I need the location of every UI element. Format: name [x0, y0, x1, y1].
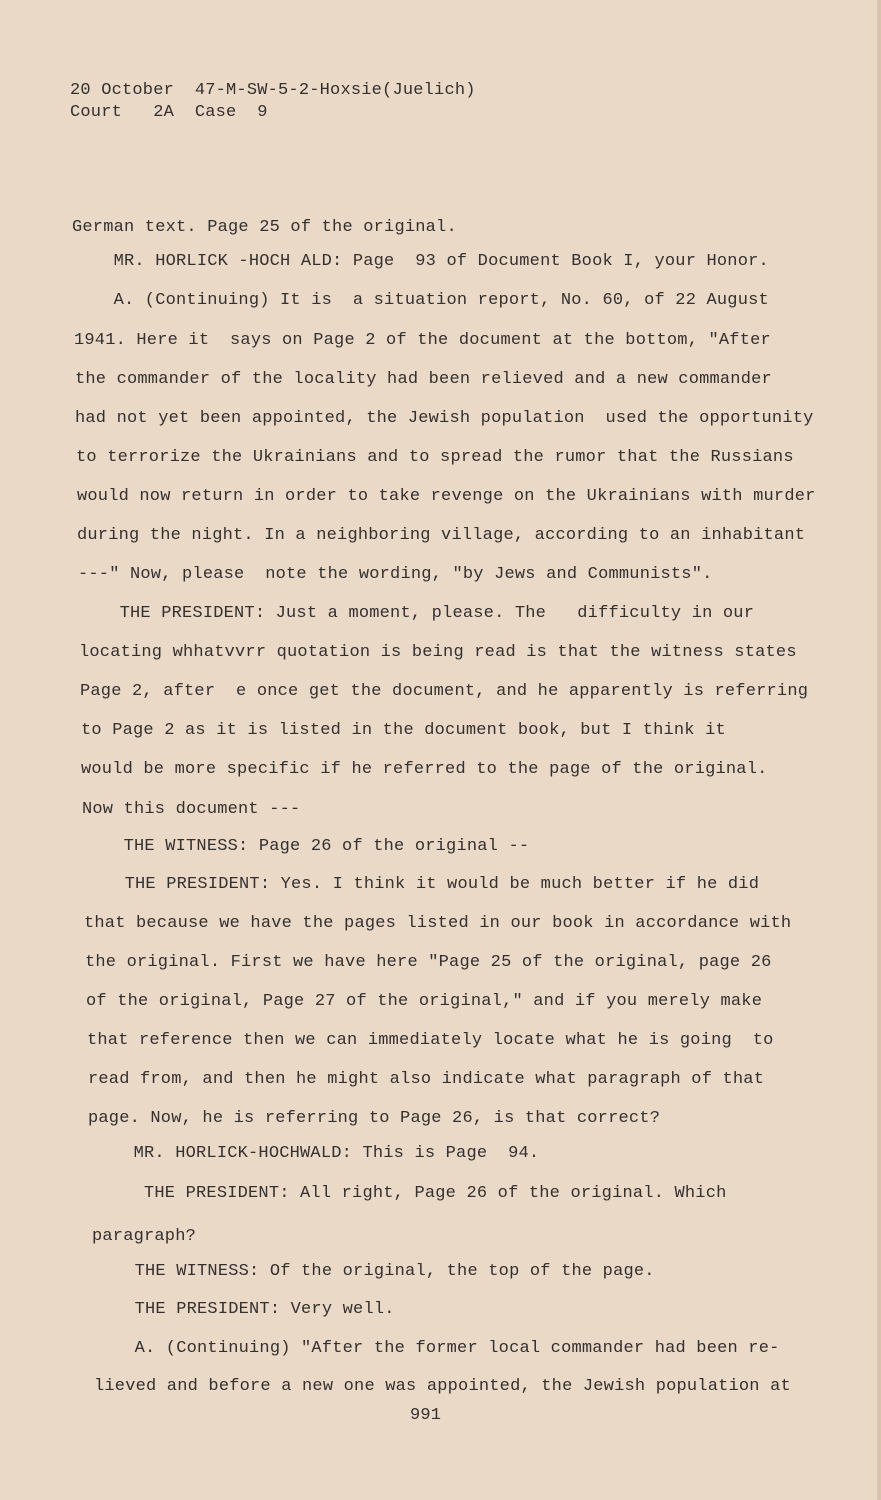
text-line: would now return in order to take revenge on the Ukrainians with murder — [77, 487, 816, 506]
text-line: to Page 2 as it is listed in the document book, but I think it — [81, 721, 726, 740]
text-line: had not yet been appointed, the Jewish population used the opportunity — [75, 409, 814, 428]
text-line: page. Now, he is referring to Page 26, is that correct? — [88, 1109, 661, 1128]
text-line: THE PRESIDENT: All right, Page 26 of the original. Which — [92, 1184, 727, 1203]
text-line: German text. Page 25 of the original. — [72, 218, 457, 237]
header-line-2: Court 2A Case 9 — [70, 103, 268, 122]
text-line: A. (Continuing) "After the former local commander had been re- — [93, 1339, 780, 1358]
text-line: Page 2, after e once get the document, and he apparently is referring — [80, 682, 809, 701]
text-line: MR. HORLICK-HOCHWALD: This is Page 94. — [92, 1144, 540, 1163]
text-line: to terrorize the Ukrainians and to spread the rumor that the Russians — [76, 448, 794, 467]
text-line: that because we have the pages listed in our book in accordance with — [84, 914, 792, 933]
text-line: paragraph? — [92, 1227, 197, 1246]
text-line: THE PRESIDENT: Yes. I think it would be much better if he did — [83, 875, 760, 894]
text-line: THE PRESIDENT: Very well. — [93, 1300, 395, 1319]
text-line: of the original, Page 27 of the original," and if you merely make — [86, 992, 763, 1011]
page-edge — [877, 0, 881, 1500]
text-line: THE WITNESS: Page 26 of the original -- — [82, 837, 530, 856]
text-line: the original. First we have here "Page 25 of the original, page 26 — [85, 953, 772, 972]
text-line: locating whhatvvrr quotation is being read is that the witness states — [79, 643, 797, 662]
text-line: 1941. Here it says on Page 2 of the document at the bottom, "After — [74, 331, 771, 350]
text-line: would be more specific if he referred to the page of the original. — [81, 760, 768, 779]
text-line: the commander of the locality had been relieved and a new commander — [75, 370, 772, 389]
text-line: during the night. In a neighboring village, according to an inhabitant — [77, 526, 806, 545]
text-line: read from, and then he might also indicate what paragraph of that — [88, 1070, 765, 1089]
page-number: 991 — [410, 1406, 442, 1425]
text-line: MR. HORLICK -HOCH ALD: Page 93 of Document Book I, your Honor. — [72, 252, 769, 271]
text-line: that reference then we can immediately locate what he is going to — [87, 1031, 774, 1050]
text-line: ---" Now, please note the wording, "by Jews and Communists". — [78, 565, 713, 584]
header-line-1: 20 October 47-M-SW-5-2-Hoxsie(Juelich) — [70, 81, 476, 100]
text-line: THE WITNESS: Of the original, the top of the page. — [93, 1262, 655, 1281]
text-line: THE PRESIDENT: Just a moment, please. The difficulty in our — [78, 604, 755, 623]
text-line: Now this document --- — [82, 800, 301, 819]
text-line: lieved and before a new one was appointed, the Jewish population at — [94, 1377, 791, 1396]
text-line: A. (Continuing) It is a situation report, No. 60, of 22 August — [72, 291, 769, 310]
